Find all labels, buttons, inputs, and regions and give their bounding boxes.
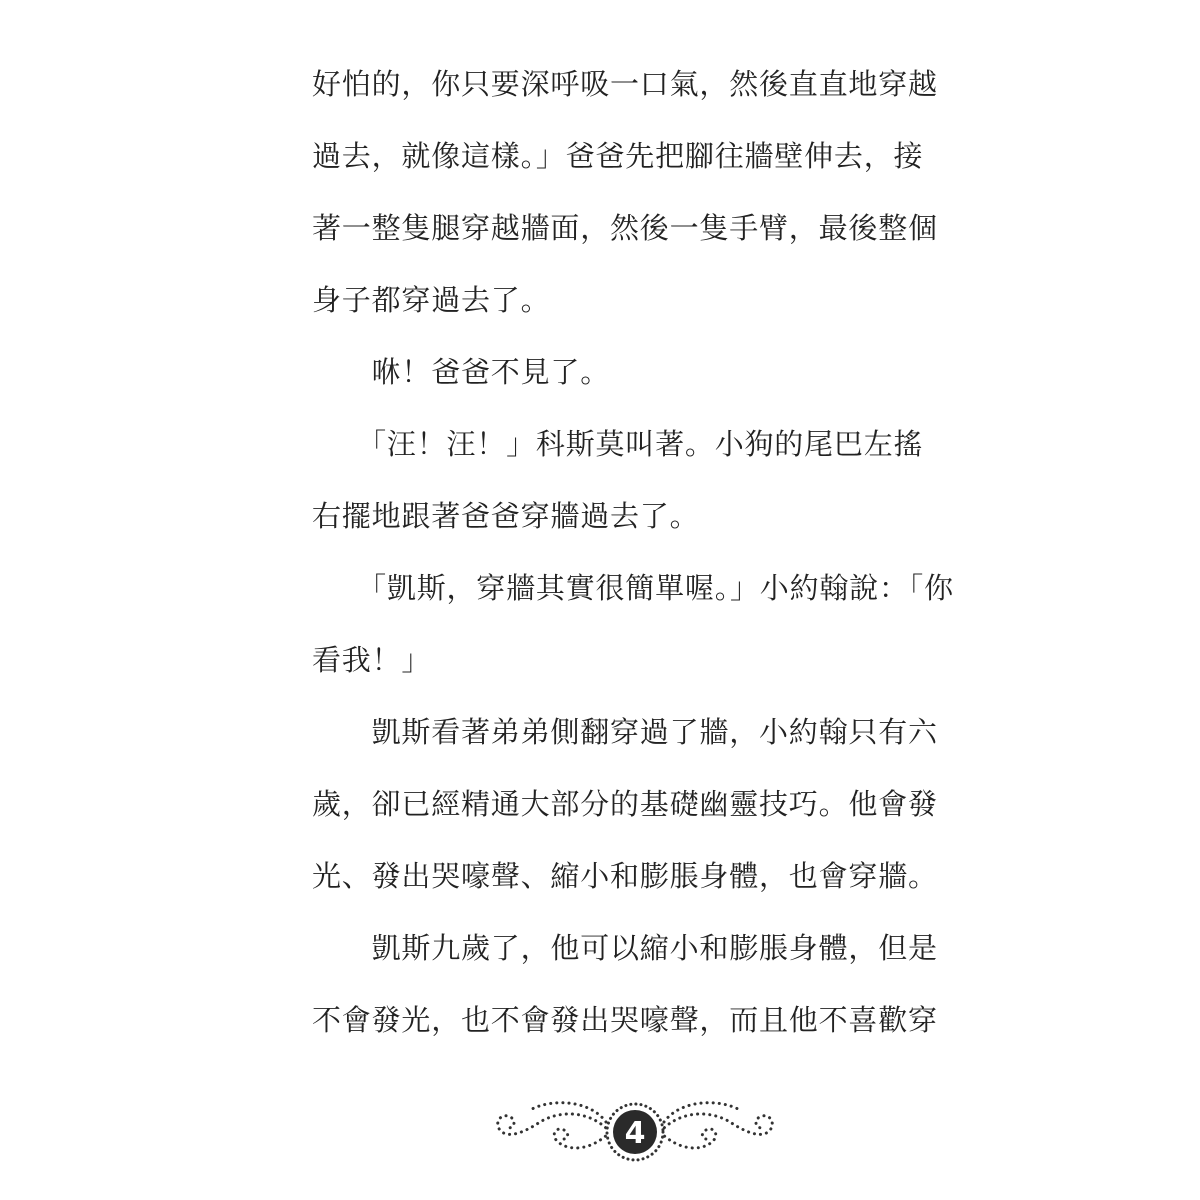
- text-line-9: 看我！」: [312, 643, 432, 677]
- text-line-12: 光、發出哭嚎聲、縮小和膨脹身體，也會穿牆。: [312, 859, 938, 893]
- text-line-4: 身子都穿過去了。: [312, 283, 551, 317]
- text-line-8: 「凱斯，穿牆其實很簡單喔。」小約翰說：「你: [312, 571, 954, 605]
- text-line-11: 歲，卻已經精通大部分的基礎幽靈技巧。他會發: [312, 787, 938, 821]
- text-line-13: 凱斯九歲了，他可以縮小和膨脹身體，但是: [312, 931, 938, 965]
- text-line-10: 凱斯看著弟弟側翻穿過了牆，小約翰只有六: [312, 715, 938, 749]
- body-text: [312, 48, 952, 1056]
- text-line-7: 右擺地跟著爸爸穿牆過去了。: [312, 499, 700, 533]
- text-line-5: 咻！爸爸不見了。: [312, 355, 611, 389]
- text-line-2: 過去，就像這樣。」爸爸先把腳往牆壁伸去，接: [312, 139, 924, 173]
- text-line-1: 好怕的，你只要深呼吸一口氣，然後直直地穿越: [312, 67, 938, 101]
- page-number: 4: [624, 1116, 646, 1151]
- text-line-3: 著一整隻腿穿越牆面，然後一隻手臂，最後整個: [312, 211, 938, 245]
- swirl-ornament-icon: [480, 1092, 790, 1172]
- text-line-14: 不會發光，也不會發出哭嚎聲，而且他不喜歡穿: [312, 1003, 938, 1037]
- text-line-6: 「汪！汪！」科斯莫叫著。小狗的尾巴左搖: [312, 427, 924, 461]
